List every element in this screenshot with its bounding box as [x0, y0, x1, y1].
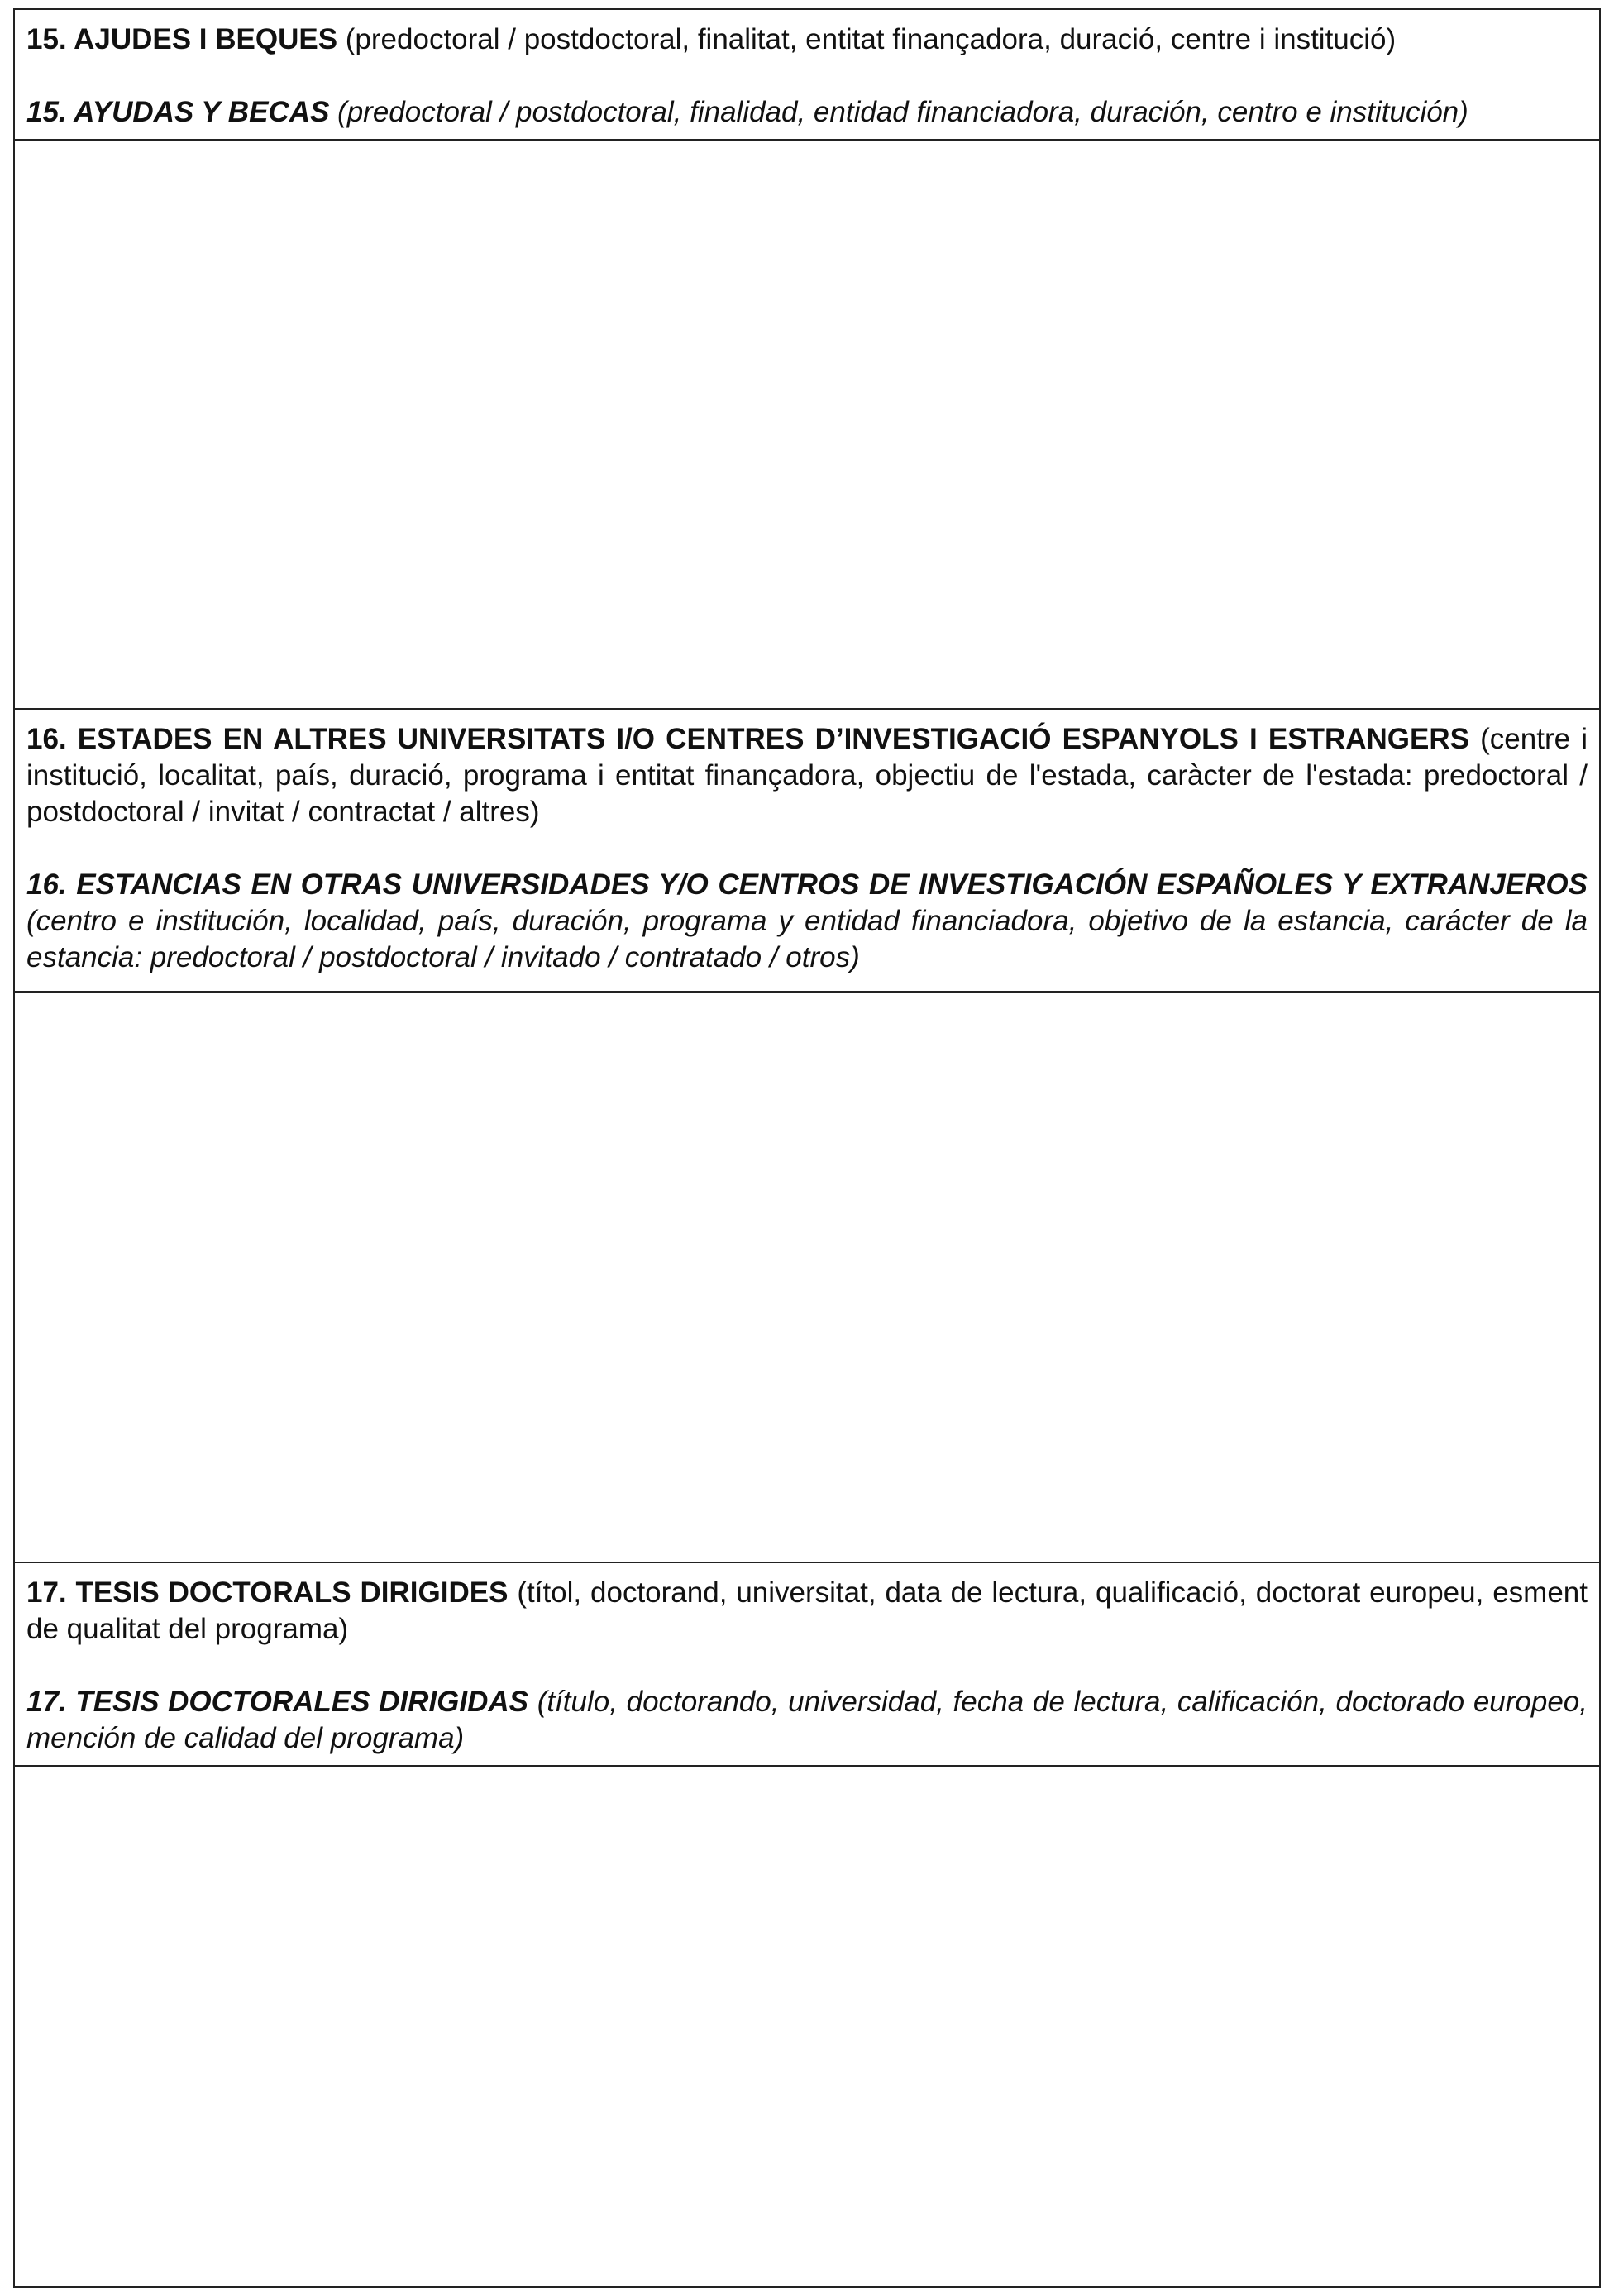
cv-form-table	[13, 8, 1601, 2288]
section-17-header	[15, 1563, 1599, 1767]
section-16-catalan-title: 16. ESTADES EN ALTRES UNIVERSITATS I/O CENTRES D’INVESTIGACIÓ ESPANYOLS I ESTRANGERS	[26, 723, 1469, 755]
section-15-catalan-heading	[26, 22, 1588, 58]
section-16-header-cell	[15, 710, 1599, 976]
section-15-spanish-heading	[26, 94, 1588, 131]
section-15-answer-box[interactable]	[15, 141, 1599, 710]
section-15-spanish-description: (predoctoral / postdoctoral, finalidad, entidad financiadora, duración, centro e institución)	[329, 96, 1468, 128]
section-16-catalan-description: (centre i institució, localitat, país, duració, programa i entitat finançadora, objectiu de l'estada, caràcter de l'estada: predoctoral / postdoctoral / invitat / contractat / altres)	[26, 723, 1588, 828]
section-15-catalan-title: 15. AJUDES I BEQUES	[26, 23, 338, 55]
section-17-spanish-title: 17. TESIS DOCTORALES DIRIGIDAS	[26, 1686, 529, 1718]
section-17-spanish-heading	[26, 1684, 1588, 1757]
section-16-spanish-heading	[26, 867, 1588, 976]
section-15-header-cell	[15, 10, 1599, 131]
section-16-spanish-title: 16. ESTANCIAS EN OTRAS UNIVERSIDADES Y/O CENTROS DE INVESTIGACIÓN ESPAÑOLES Y EXTRANJEROS	[26, 868, 1588, 901]
section-17-answer-box[interactable]	[15, 1767, 1599, 2286]
section-16-spanish-description: (centro e institución, localidad, país, duración, programa y entidad financiadora, objetivo de la estancia, carácter de la estancia: predoctoral / postdoctoral / invitado / contratado / otros)	[26, 905, 1588, 973]
section-16-header	[15, 710, 1599, 993]
section-17-spanish-description: (título, doctorando, universidad, fecha de lectura, calificación, doctorado europeo, mención de calidad del programa)	[26, 1686, 1588, 1754]
section-15-spanish-title: 15. AYUDAS Y BECAS	[26, 96, 330, 128]
section-16-answer-box[interactable]	[15, 993, 1599, 1563]
section-17-catalan-title: 17. TESIS DOCTORALS DIRIGIDES	[26, 1576, 509, 1609]
section-17-catalan-heading	[26, 1575, 1588, 1648]
section-17-catalan-description: (títol, doctorand, universitat, data de lectura, qualificació, doctorat europeu, esment de qualitat del programa)	[26, 1576, 1588, 1645]
section-15-catalan-description: (predoctoral / postdoctoral, finalitat, entitat finançadora, duració, centre i institució)	[337, 23, 1397, 55]
section-15-header	[15, 10, 1599, 141]
section-16-catalan-heading	[26, 721, 1588, 830]
section-17-header-cell	[15, 1563, 1599, 1757]
